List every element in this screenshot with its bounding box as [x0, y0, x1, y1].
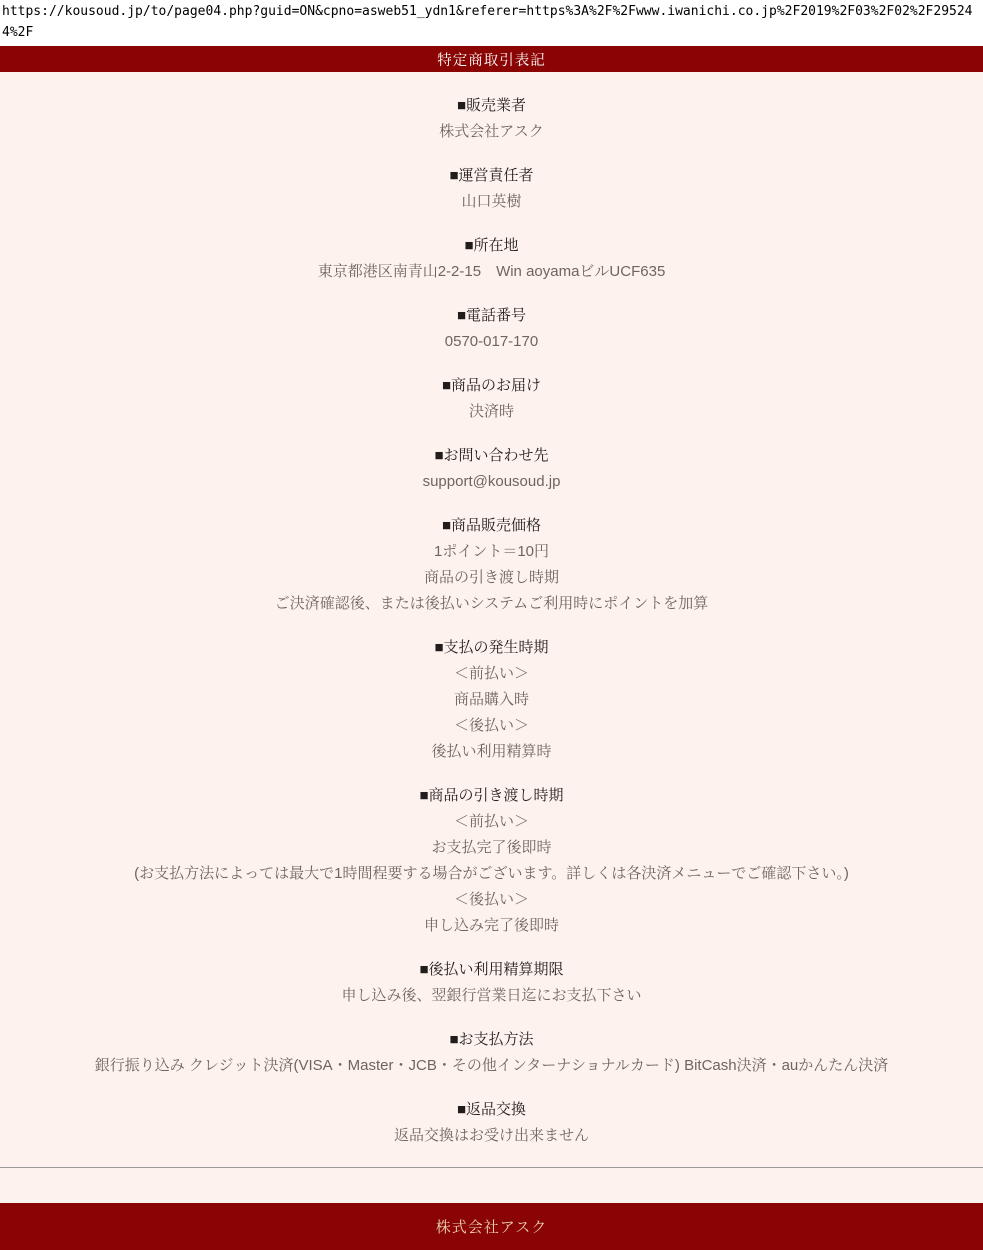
info-section [0, 635, 983, 765]
section-heading: ■商品の引き渡し時期 [419, 787, 564, 804]
info-section [0, 957, 983, 1009]
footer-company-name: 株式会社アスク [435, 1219, 548, 1236]
section-line: ＜前払い＞ [453, 665, 529, 682]
section-line: 1ポイント＝10円 [433, 543, 550, 560]
section-line: 商品購入時 [453, 691, 529, 708]
section-heading: ■販売業者 [456, 97, 527, 114]
section-line: 株式会社アスク [439, 123, 544, 140]
page-url-text: https://kousoud.jp/to/page04.php?guid=ON&cpno=asweb51_ydn1&referer=https%3A%2F%2Fwww.iwanichi.co.jp%2F2019%2F03%2F02%2F295244%2F [0, 0, 983, 46]
section-heading: ■運営責任者 [449, 167, 534, 184]
section-line: (お支払方法によっては最大で1時間程要する場合がございます。詳しくは各決済メニューでご確認下さい。) [134, 865, 849, 882]
section-line: 0570-017-170 [444, 333, 539, 350]
transaction-info-content [0, 72, 983, 1167]
section-line: 商品の引き渡し時期 [423, 569, 559, 586]
section-heading: ■所在地 [464, 237, 519, 254]
info-section [0, 513, 983, 617]
section-line: support@kousoud.jp [422, 473, 561, 490]
info-section [0, 1097, 983, 1149]
section-line: ご決済確認後、または後払いシステムご利用時にポイントを加算 [274, 595, 709, 612]
section-heading: ■商品のお届け [441, 377, 542, 394]
section-heading: ■商品販売価格 [441, 517, 542, 534]
info-section [0, 373, 983, 425]
section-line: 山口英樹 [461, 193, 522, 210]
section-heading: ■返品交換 [456, 1101, 527, 1118]
info-section [0, 1027, 983, 1079]
info-section [0, 783, 983, 939]
info-section [0, 443, 983, 495]
info-section [0, 93, 983, 145]
section-line: ＜後払い＞ [453, 717, 529, 734]
page-title: 特定商取引表記 [437, 52, 546, 69]
section-heading: ■お問い合わせ先 [434, 447, 549, 464]
info-section [0, 303, 983, 355]
footer-spacer [0, 1168, 983, 1203]
section-line: お支払完了後即時 [431, 839, 552, 856]
section-line: 後払い利用精算時 [431, 743, 552, 760]
section-line: 申し込み後、翌銀行営業日迄にお支払下さい [341, 987, 642, 1004]
section-heading: ■お支払方法 [449, 1031, 534, 1048]
section-heading: ■後払い利用精算期限 [419, 961, 564, 978]
section-line: 申し込み完了後即時 [423, 917, 559, 934]
section-line: ＜後払い＞ [453, 891, 529, 908]
section-line: ＜前払い＞ [453, 813, 529, 830]
section-line: 決済時 [468, 403, 514, 420]
info-section [0, 233, 983, 285]
section-heading: ■支払の発生時期 [434, 639, 549, 656]
section-line: 銀行振り込み クレジット決済(VISA・Master・JCB・その他インターナショナルカード) BitCash決済・auかんたん決済 [94, 1057, 889, 1074]
section-line: 東京都港区南青山2-2-15 Win aoyamaビルUCF635 [317, 263, 666, 280]
section-heading: ■電話番号 [456, 307, 527, 324]
info-section [0, 163, 983, 215]
section-line: 返品交換はお受け出来ません [393, 1127, 589, 1144]
footer-bar [0, 1203, 983, 1250]
page-header-bar [0, 46, 983, 72]
